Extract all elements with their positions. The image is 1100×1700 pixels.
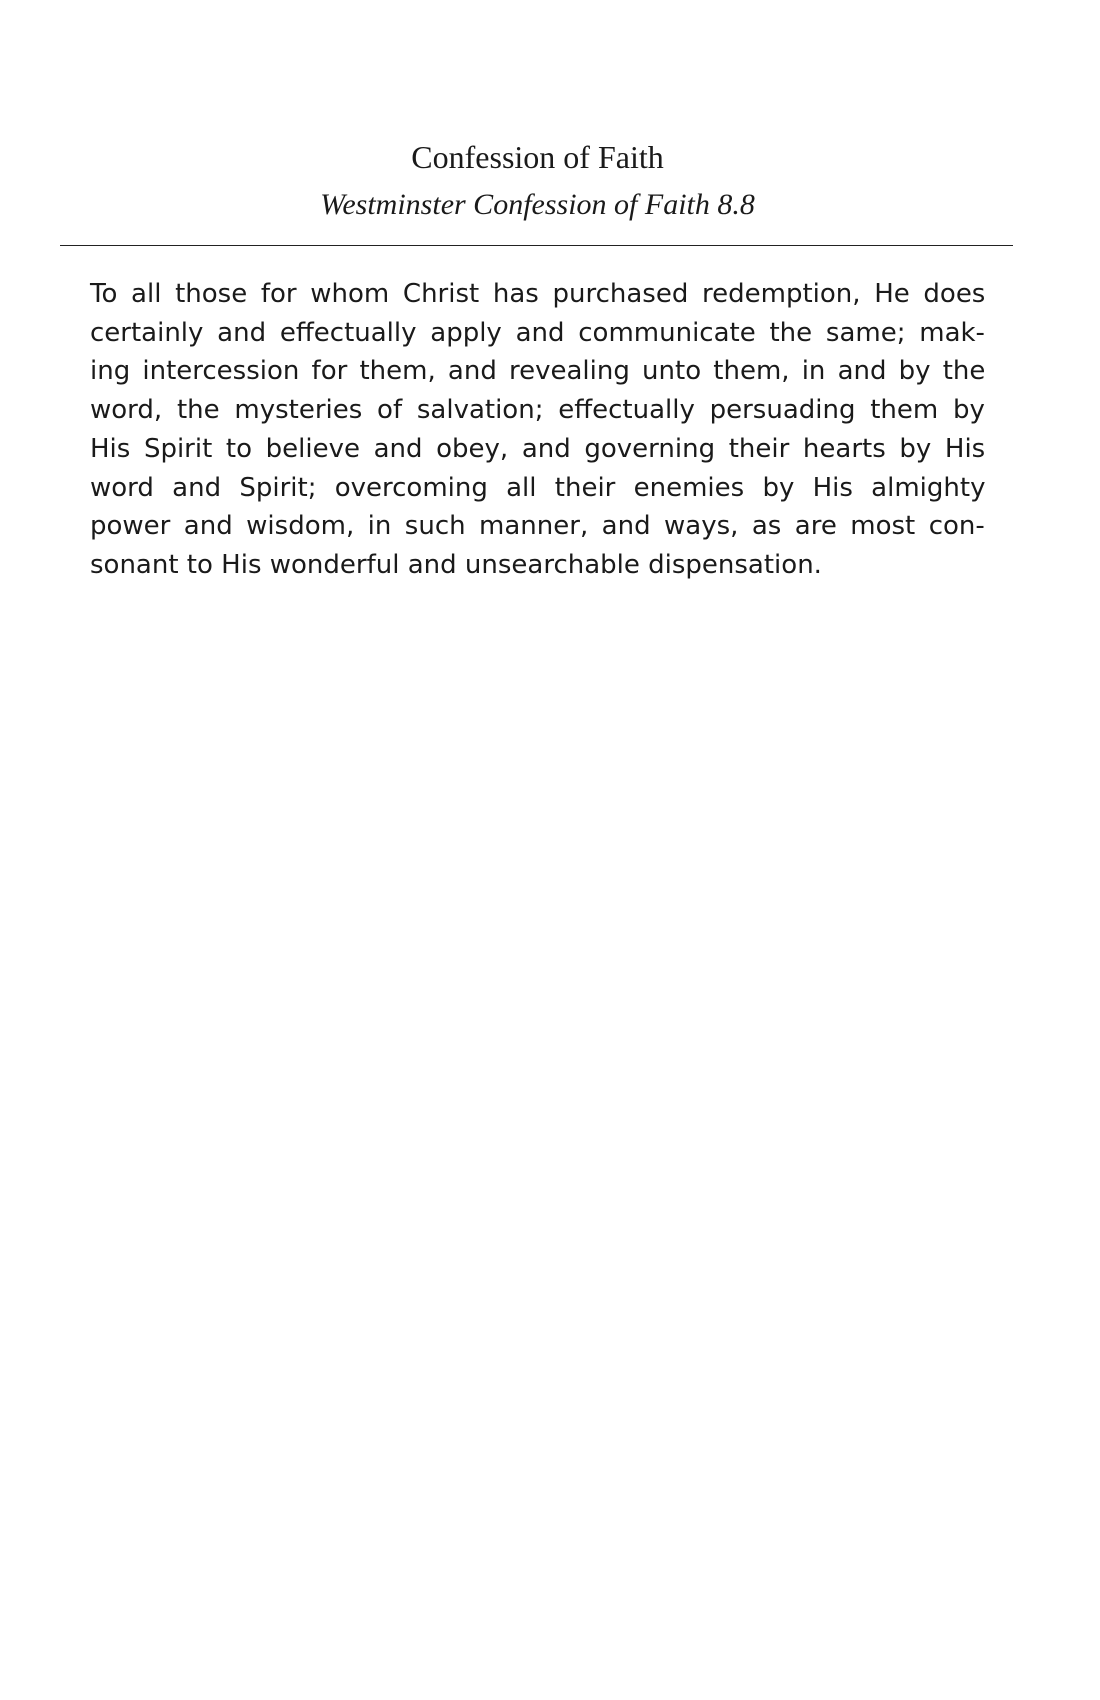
paragraph-line: His Spirit to believe and obey, and governing their hearts by His xyxy=(90,433,986,464)
paragraph-line: ing intercession for them, and revealing unto them, in and by the xyxy=(90,356,986,387)
paragraph-line: power and wisdom, in such manner, and ways, as are most con- xyxy=(90,511,985,542)
paragraph-line: word, the mysteries of salvation; effectually persuading them by xyxy=(90,395,985,426)
paragraph-line: certainly and effectually apply and communicate the same; mak- xyxy=(90,317,985,348)
paragraph-line: word and Spirit; overcoming all their enemies by His almighty xyxy=(90,472,986,503)
paragraph-line: To all those for whom Christ has purchased redemption, He does xyxy=(90,279,986,309)
page-title: Confession of Faith xyxy=(411,139,664,175)
paragraph-line: sonant to His wonderful and unsearchable dispensation. xyxy=(90,549,822,580)
body-paragraph xyxy=(90,275,985,585)
horizontal-divider xyxy=(60,245,1013,246)
page-subtitle: Westminster Confession of Faith 8.8 xyxy=(320,188,755,221)
